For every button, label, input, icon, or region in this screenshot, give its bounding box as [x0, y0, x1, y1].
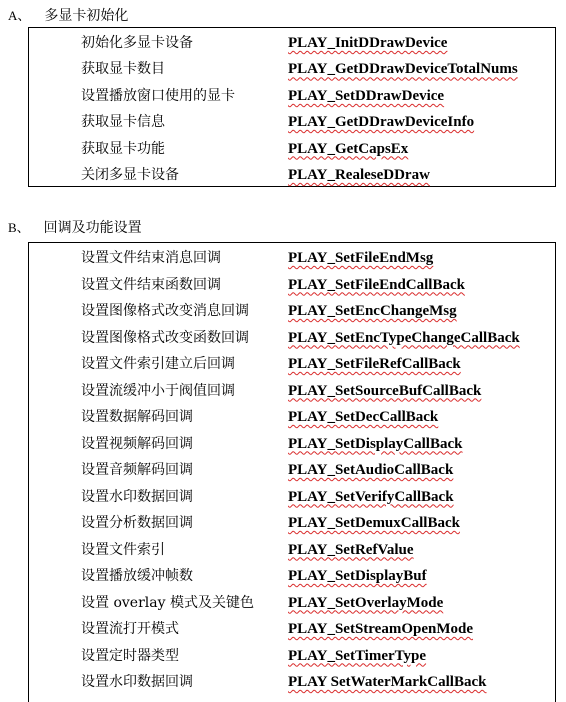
section-a-table	[28, 27, 556, 187]
table-row	[29, 31, 555, 57]
api-function-name: PLAY_SetVerifyCallBack	[288, 488, 454, 505]
api-function-name: PLAY_SetRefValue	[288, 541, 414, 558]
function-description: 设置流打开模式	[81, 621, 179, 637]
table-row	[29, 326, 555, 352]
api-function-name: PLAY_SetFileEndMsg	[288, 250, 434, 266]
table-row	[29, 352, 555, 378]
section-a-heading	[8, 7, 128, 25]
api-function-name: PLAY_SetAudioCallBack	[288, 462, 454, 478]
table-row	[29, 273, 555, 299]
table-row	[29, 379, 555, 405]
table-row	[29, 299, 555, 325]
function-description: 设置文件索引	[81, 541, 165, 558]
table-row	[29, 485, 555, 511]
table-row	[29, 617, 555, 643]
section-b-table	[28, 242, 556, 702]
function-description: 设置图像格式改变消息回调	[81, 303, 249, 319]
api-function-name: PLAY_SetDDrawDevice	[288, 87, 445, 104]
function-description: 初始化多显卡设备	[81, 35, 193, 51]
function-description: 关闭多显卡设备	[81, 167, 179, 183]
function-description: 获取显卡功能	[81, 140, 165, 157]
section-a-marker: A、	[8, 8, 31, 23]
table-row	[29, 644, 555, 670]
table-row	[29, 511, 555, 537]
api-function-name: PLAY_SetStreamOpenMode	[288, 621, 473, 637]
table-row	[29, 538, 555, 564]
function-description: 获取显卡数目	[81, 61, 165, 78]
text-cursor	[555, 243, 556, 253]
function-description: 设置数据解码回调	[81, 409, 193, 425]
api-function-name: PLAY_SetFileRefCallBack	[288, 356, 461, 372]
api-function-name: PLAY_InitDDrawDevice	[288, 35, 448, 51]
api-function-name: PLAY_SetEncTypeChangeCallBack	[288, 329, 520, 346]
function-description: 设置文件索引建立后回调	[81, 356, 235, 372]
table-row	[29, 163, 555, 189]
function-description: 设置文件结束消息回调	[81, 250, 221, 266]
api-function-name: PLAY_SetFileEndCallBack	[288, 276, 465, 293]
api-function-name: PLAY_RealeseDDraw	[288, 167, 430, 183]
api-function-name: PLAY_SetTimerType	[288, 647, 427, 664]
api-function-name: PLAY_SetEncChangeMsg	[288, 303, 457, 319]
api-function-name: PLAY_GetCapsEx	[288, 140, 409, 157]
section-b-marker: B、	[8, 220, 30, 235]
table-row	[29, 137, 555, 163]
table-row	[29, 670, 555, 696]
table-row	[29, 57, 555, 83]
table-row	[29, 458, 555, 484]
section-b-heading	[8, 219, 142, 237]
function-description: 设置文件结束函数回调	[81, 276, 221, 293]
api-function-name: PLAY_GetDDrawDeviceTotalNums	[288, 61, 518, 78]
function-description: 设置定时器类型	[81, 647, 179, 664]
function-description: 设置水印数据回调	[81, 674, 193, 690]
function-description: 设置流缓冲小于阀值回调	[81, 382, 235, 399]
table-row	[29, 84, 555, 110]
table-row	[29, 246, 555, 272]
function-description: 获取显卡信息	[81, 114, 165, 131]
section-b-title: 回调及功能设置	[43, 220, 142, 236]
table-row	[29, 405, 555, 431]
api-function-name: PLAY_SetDemuxCallBack	[288, 515, 460, 531]
section-a-title: 多显卡初始化	[44, 8, 129, 24]
function-description: 设置音频解码回调	[81, 462, 193, 478]
api-function-name: PLAY_SetDisplayCallBack	[288, 435, 463, 452]
function-description: 设置分析数据回调	[81, 515, 193, 531]
table-row	[29, 110, 555, 136]
api-function-name: PLAY_SetOverlayMode	[288, 594, 444, 611]
function-description: 设置视频解码回调	[81, 435, 193, 452]
function-description: 设置 overlay 模式及关键色	[81, 594, 254, 611]
api-function-name: PLAY_SetDisplayBuf	[288, 568, 427, 584]
api-function-name: PLAY SetWaterMarkCallBack	[288, 674, 487, 690]
function-description: 设置播放缓冲帧数	[81, 568, 193, 584]
api-function-name: PLAY_GetDDrawDeviceInfo	[288, 114, 475, 131]
function-description: 设置播放窗口使用的显卡	[81, 87, 235, 104]
function-description: 设置水印数据回调	[81, 488, 193, 505]
api-function-name: PLAY_SetDecCallBack	[288, 409, 439, 425]
api-function-name: PLAY_SetSourceBufCallBack	[288, 382, 482, 399]
table-row	[29, 591, 555, 617]
function-description: 设置图像格式改变函数回调	[81, 329, 249, 346]
table-row	[29, 432, 555, 458]
table-row	[29, 564, 555, 590]
